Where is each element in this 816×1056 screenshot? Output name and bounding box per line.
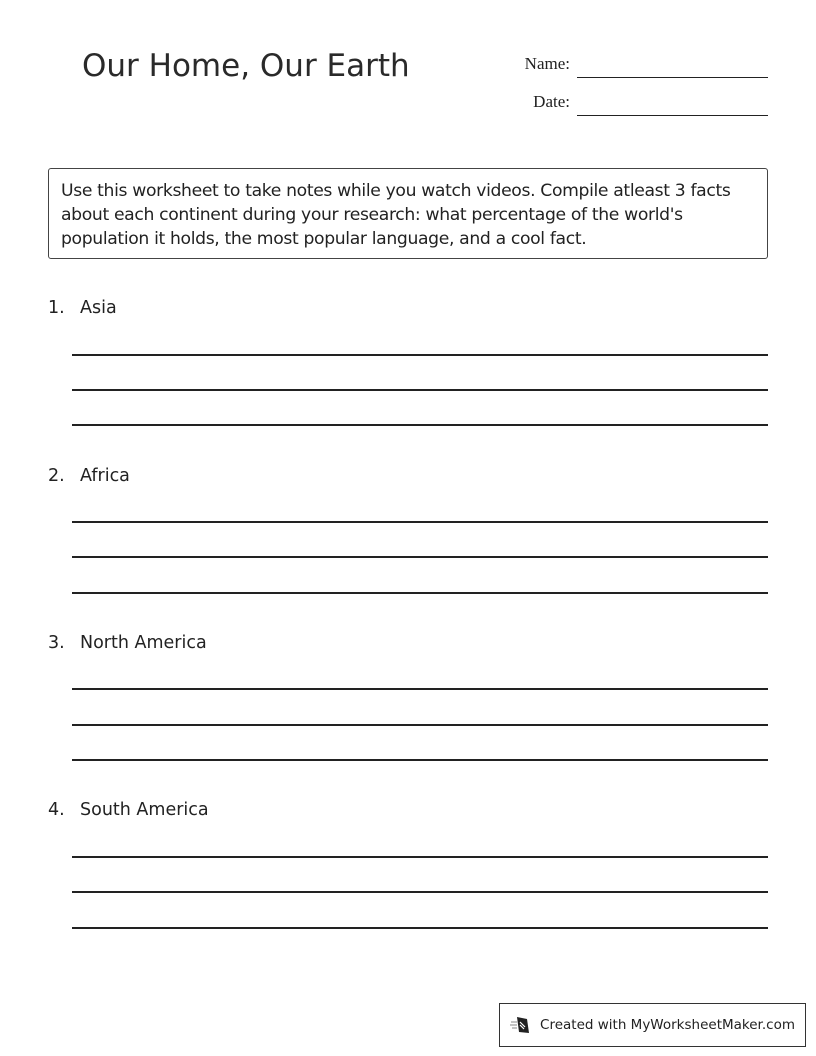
name-label: Name: xyxy=(524,54,570,73)
answer-line[interactable] xyxy=(72,424,768,426)
answer-line[interactable] xyxy=(72,556,768,558)
answer-line[interactable] xyxy=(72,688,768,690)
answer-line[interactable] xyxy=(72,724,768,726)
question-3 xyxy=(48,633,207,653)
instructions-box: Use this worksheet to take notes while you watch videos. Compile atleast 3 facts about each continent during your research: what percentage of the world's population it holds, the most popular language, and a cool fact. xyxy=(48,168,768,259)
footer-badge[interactable] xyxy=(499,1003,806,1047)
answer-line[interactable] xyxy=(72,759,768,761)
question-label: Asia xyxy=(80,298,117,318)
answer-line[interactable] xyxy=(72,354,768,356)
question-number: 3. xyxy=(48,633,65,653)
question-number: 1. xyxy=(48,298,65,318)
question-label: North America xyxy=(80,633,207,653)
question-number: 2. xyxy=(48,466,65,486)
answer-line[interactable] xyxy=(72,856,768,858)
footer-text: Created with MyWorksheetMaker.com xyxy=(540,1017,795,1033)
answer-line[interactable] xyxy=(72,389,768,391)
worksheet-title: Our Home, Our Earth xyxy=(82,48,410,84)
answer-line[interactable] xyxy=(72,891,768,893)
answer-line[interactable] xyxy=(72,592,768,594)
date-label: Date: xyxy=(533,92,570,111)
name-field-line[interactable] xyxy=(577,77,768,78)
answer-line[interactable] xyxy=(72,521,768,523)
question-4 xyxy=(48,800,209,820)
question-1 xyxy=(48,298,117,318)
question-2 xyxy=(48,466,130,486)
question-label: Africa xyxy=(80,466,130,486)
question-number: 4. xyxy=(48,800,65,820)
answer-line[interactable] xyxy=(72,927,768,929)
date-field-line[interactable] xyxy=(577,115,768,116)
question-label: South America xyxy=(80,800,209,820)
worksheet-logo-icon xyxy=(510,1014,532,1036)
